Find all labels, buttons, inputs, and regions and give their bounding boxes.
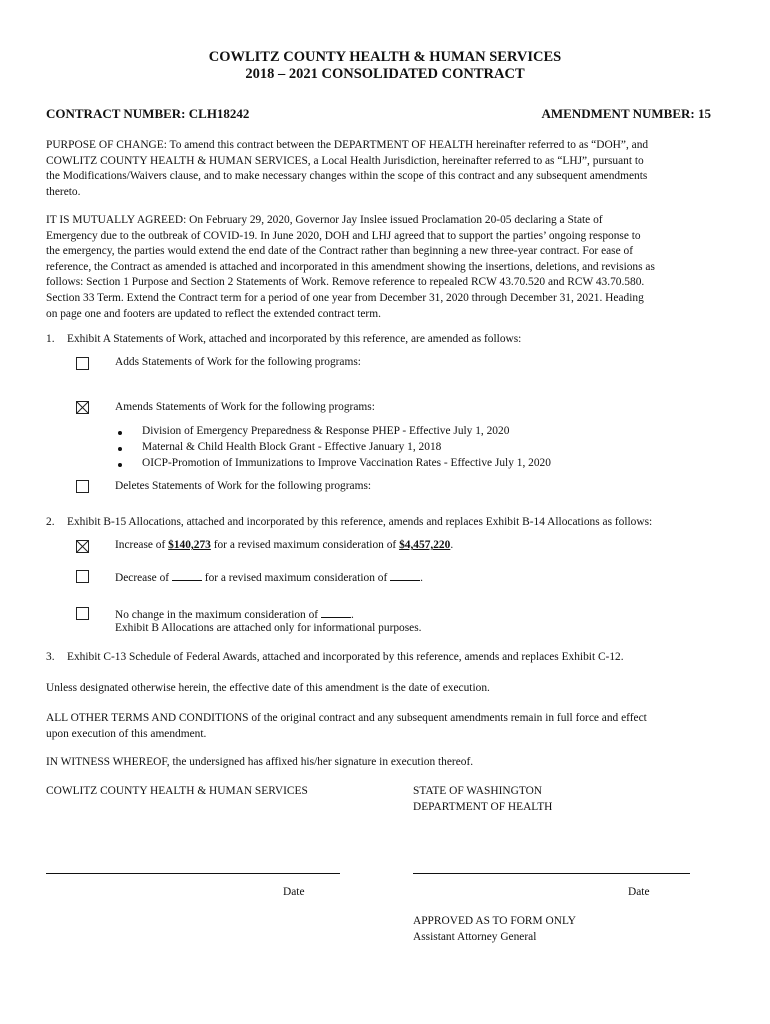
check-x-icon bbox=[77, 402, 88, 413]
decrease-line bbox=[115, 570, 423, 584]
item2-number: 2. bbox=[46, 516, 55, 528]
agreed-line: IT IS MUTUALLY AGREED: On February 29, 2020, Governor Jay Inslee issued Proclamation 20-05 declaring a State of bbox=[46, 214, 603, 226]
bullet-icon bbox=[118, 463, 122, 467]
effective-date-clause: Unless designated otherwise herein, the effective date of this amendment is the date of execution. bbox=[46, 682, 490, 694]
agreed-line: on page one and footers are updated to reflect the extended contract term. bbox=[46, 307, 381, 320]
decrease-middle: for a revised maximum consideration of bbox=[201, 572, 391, 584]
other-terms-paragraph bbox=[46, 711, 726, 742]
purpose-line: COWLITZ COUNTY HEALTH & HUMAN SERVICES, a Local Health Jurisdiction, hereinafter referred to as “LHJ”, pursuant to bbox=[46, 154, 644, 167]
assistant-attorney-general: Assistant Attorney General bbox=[413, 931, 537, 943]
document-title-line1: COWLITZ COUNTY HEALTH & HUMAN SERVICES bbox=[208, 49, 562, 65]
nochange-prefix: No change in the maximum consideration of bbox=[115, 609, 321, 621]
increase-prefix: Increase of bbox=[115, 539, 169, 551]
amendment-number: AMENDMENT NUMBER: 15 bbox=[541, 106, 711, 121]
nochange-note: Exhibit B Allocations are attached only for informational purposes. bbox=[115, 622, 422, 634]
increase-suffix: . bbox=[450, 539, 454, 551]
increase-line bbox=[115, 539, 453, 551]
decrease-prefix: Decrease of bbox=[115, 572, 172, 584]
revised-total: $4,457,220 bbox=[399, 539, 451, 551]
approved-as-to-form: APPROVED AS TO FORM ONLY bbox=[413, 915, 577, 927]
decrease-suffix: . bbox=[420, 572, 423, 584]
deletes-label: Deletes Statements of Work for the following programs: bbox=[115, 480, 372, 492]
witness-clause: IN WITNESS WHEREOF, the undersigned has affixed his/her signature in execution thereof. bbox=[46, 756, 474, 768]
check-x-icon bbox=[77, 541, 88, 552]
nochange-amount-blank[interactable] bbox=[321, 607, 351, 618]
program-item: Division of Emergency Preparedness & Response PHEP - Effective July 1, 2020 bbox=[142, 425, 510, 437]
decrease-total-blank[interactable] bbox=[390, 570, 420, 581]
item2-text: Exhibit B-15 Allocations, attached and incorporated by this reference, amends and replaces Exhibit B-14 Allocations as follows: bbox=[67, 516, 653, 528]
increase-checkbox[interactable] bbox=[76, 540, 89, 553]
nochange-suffix: . bbox=[350, 609, 354, 621]
purpose-line: the Modifications/Waivers clause, and to make necessary changes within the scope of this contract and any subsequent amendments bbox=[46, 170, 648, 183]
other-terms-line: upon execution of this amendment. bbox=[46, 727, 207, 740]
adds-label: Adds Statements of Work for the following programs: bbox=[115, 356, 361, 368]
deletes-checkbox[interactable] bbox=[76, 480, 89, 493]
mutually-agreed-paragraph bbox=[46, 213, 726, 322]
item3-text: Exhibit C-13 Schedule of Federal Awards, attached and incorporated by this reference, amends and replaces Exhibit C-12. bbox=[67, 651, 624, 663]
item1-number: 1. bbox=[46, 333, 55, 345]
amends-checkbox[interactable] bbox=[76, 401, 89, 414]
purpose-line: thereto. bbox=[46, 185, 81, 198]
bullet-icon bbox=[118, 447, 122, 451]
agreed-line: the emergency, the parties would extend the end date of the Contract rather than beginning a new three-year contract. For ease of bbox=[46, 245, 634, 258]
bullet-icon bbox=[118, 431, 122, 435]
agreed-line: Section 33 Term. Extend the Contract term for a period of one year from December 31, 2020 through December 31, 2021. Heading bbox=[46, 291, 644, 304]
left-signature-line[interactable] bbox=[46, 873, 340, 874]
other-terms-line: ALL OTHER TERMS AND CONDITIONS of the original contract and any subsequent amendments remain in full force and effect bbox=[46, 712, 647, 724]
right-date-label: Date bbox=[628, 886, 650, 898]
left-date-label: Date bbox=[283, 886, 305, 898]
item3-number: 3. bbox=[46, 651, 55, 663]
left-signatory-org: COWLITZ COUNTY HEALTH & HUMAN SERVICES bbox=[46, 785, 308, 797]
decrease-amount-blank[interactable] bbox=[172, 570, 202, 581]
item1-text: Exhibit A Statements of Work, attached and incorporated by this reference, are amended as follows: bbox=[67, 333, 522, 345]
purpose-of-change bbox=[46, 138, 726, 200]
contract-number: CONTRACT NUMBER: CLH18242 bbox=[46, 106, 250, 121]
adds-checkbox[interactable] bbox=[76, 357, 89, 370]
right-signatory-org-line2: DEPARTMENT OF HEALTH bbox=[413, 801, 553, 813]
agreed-line: reference, the Contract as amended is attached and incorporated in this amendment showing the insertions, deletions, and revisions as bbox=[46, 260, 655, 273]
right-signature-line[interactable] bbox=[413, 873, 690, 874]
decrease-checkbox[interactable] bbox=[76, 570, 89, 583]
agreed-line: follows: Section 1 Purpose and Section 2 Statements of Work. Remove reference to repealed RCW 43.70.520 and RCW 43.70.580. bbox=[46, 276, 645, 289]
amends-label: Amends Statements of Work for the following programs: bbox=[115, 401, 375, 413]
increase-middle: for a revised maximum consideration of bbox=[210, 539, 400, 551]
right-signatory-org-line1: STATE OF WASHINGTON bbox=[413, 785, 543, 797]
program-item: OICP-Promotion of Immunizations to Improve Vaccination Rates - Effective July 1, 2020 bbox=[142, 457, 551, 469]
nochange-line bbox=[115, 607, 354, 621]
purpose-line: PURPOSE OF CHANGE: To amend this contract between the DEPARTMENT OF HEALTH hereinafter referred to as “DOH”, and bbox=[46, 139, 649, 151]
agreed-line: Emergency due to the outbreak of COVID-19. In June 2020, DOH and LHJ agreed that to support the parties’ ongoing response to bbox=[46, 229, 641, 242]
program-item: Maternal & Child Health Block Grant - Effective January 1, 2018 bbox=[142, 441, 442, 453]
document-title-line2: 2018 – 2021 CONSOLIDATED CONTRACT bbox=[245, 66, 525, 82]
nochange-checkbox[interactable] bbox=[76, 607, 89, 620]
increase-amount: $140,273 bbox=[168, 539, 211, 551]
